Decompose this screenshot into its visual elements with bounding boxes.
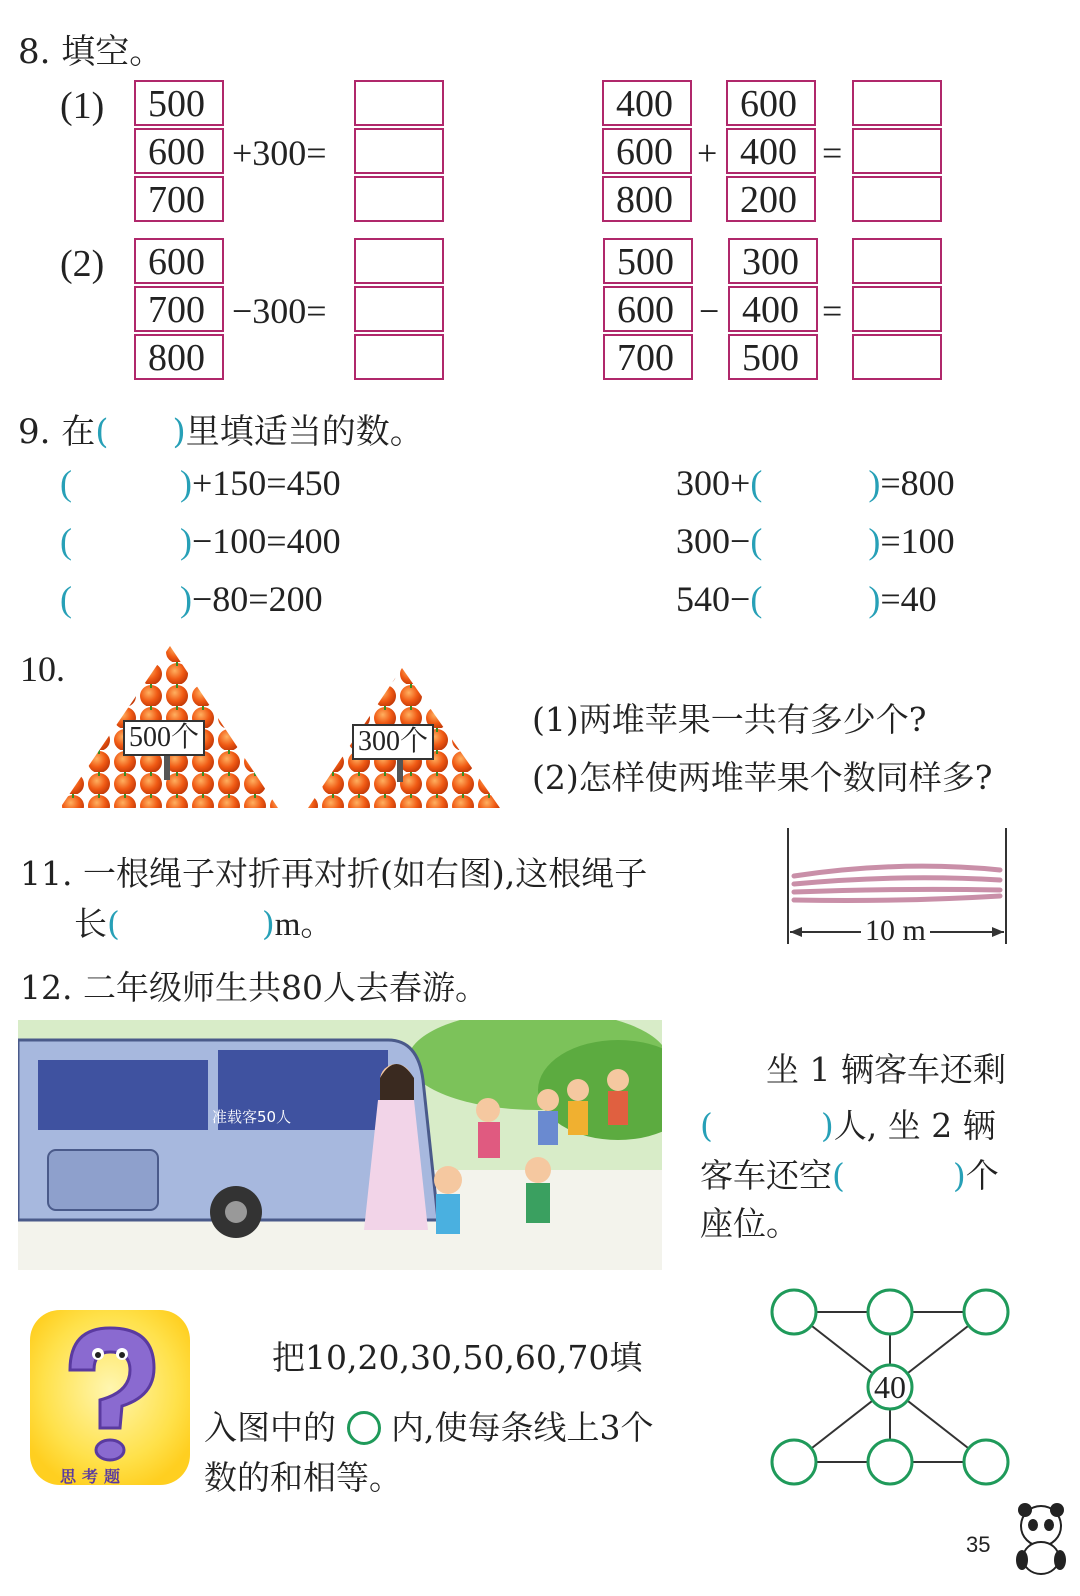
q8-p1-right-b-3: 200 [726,176,816,222]
q8-p2-left-answer-3[interactable] [354,334,444,380]
q9-title-suffix: 里填适当的数。 [185,412,424,452]
q9-left-1-open-paren: ( [60,463,72,503]
q9-right-2-post: =100 [880,521,955,561]
diagram-circle-top-middle[interactable] [868,1290,912,1334]
q8-p2-right-a-1: 500 [603,238,693,284]
q9-title-prefix: 9. 在 [18,412,96,452]
panda-icon [1008,1500,1074,1580]
q12-text-line-2-suffix: 人, 坐 2 辆 [833,1106,996,1145]
q9-right-3-post: =40 [880,579,937,619]
q9-left-3-close-paren: ) [180,579,192,619]
q8-p2-right-b-2: 400 [728,286,818,332]
q8-p1-left-cell-3: 700 [134,176,224,222]
q9-right-2-pre: 300− [676,521,751,561]
thinking-question-badge: 思考题 [60,1467,127,1486]
q8-p2-left-answer-1[interactable] [354,238,444,284]
q10-question-1: (1)两堆苹果一共有多少个? [532,700,927,739]
q11-line-1: 11. 一根绳子对折再对折(如右图),这根绳子 [20,854,648,893]
q10-question-2: (2)怎样使两堆苹果个数同样多? [532,758,993,797]
q8-p1-left-answer-2[interactable] [354,128,444,174]
think-line-2 [204,1402,654,1449]
diagram-center-value: 40 [874,1369,906,1405]
q9-title [18,404,424,453]
q8-p1-right-a-3: 800 [602,176,692,222]
q9-left-row-2 [60,520,341,562]
q9-title-close-paren: ) [172,412,186,452]
diagram-circle-bottom-middle[interactable] [868,1440,912,1484]
rope-length-label: 10 m [861,914,930,948]
q8-p2-left-cell-1: 600 [134,238,224,284]
q8-p2-left-operator: −300= [232,291,327,331]
q9-left-row-1 [60,462,341,504]
q12-text-line-2 [700,1100,996,1147]
q8-p1-right-a-1: 400 [602,80,692,126]
diagram-circle-bottom-left[interactable] [772,1440,816,1484]
think-line-3: 数的和相等。 [204,1458,402,1497]
q8-p2-right-b-3: 500 [728,334,818,380]
apple-pile-large-label: 500个 [123,720,205,756]
rope-icon [794,866,1000,900]
q9-left-2-close-paren: ) [180,521,192,561]
q9-left-3-expr: −80=200 [192,579,323,619]
q8-p2-left-answer-2[interactable] [354,286,444,332]
q12-blank1-open-paren: ( [700,1106,713,1145]
q12-blank2-open-paren: ( [832,1156,845,1195]
q9-right-1-open-paren: ( [750,463,763,503]
q8-p1-left-answer-1[interactable] [354,80,444,126]
apple-pile-small-label: 300个 [352,724,434,760]
q9-right-3-pre: 540− [676,579,751,619]
number-circle-diagram [760,1284,1020,1494]
q8-part2-label: (2) [60,243,105,285]
q9-right-1-pre: 300+ [676,463,751,503]
think-line-1: 把10,20,30,50,60,70填 [272,1338,643,1377]
q12-blank1-close-paren: ) [820,1106,834,1145]
q11-line-2-suffix: m。 [274,907,334,943]
q8-p2-left-cell-3: 800 [134,334,224,380]
q12-text-line-3-prefix: 客车还空 [700,1156,832,1195]
page-number: 35 [966,1532,991,1557]
q8-p2-right-a-3: 700 [603,334,693,380]
think-line-2-suffix: 内,使每条线上3个 [391,1408,654,1447]
q12-text-line-3-suffix: 个 [965,1156,999,1195]
q8-p2-right-answer-1[interactable] [852,238,942,284]
q8-p2-right-b-1: 300 [728,238,818,284]
q11-line-2 [74,898,333,945]
q12-title: 12. 二年级师生共80人去春游。 [20,968,488,1007]
thinking-question-mascot-icon [30,1310,190,1485]
q9-left-1-expr: +150=450 [192,463,341,503]
q11-open-paren: ( [107,904,120,943]
q8-part1-label: (1) [60,85,105,127]
q9-left-3-open-paren: ( [60,579,72,619]
q9-left-2-open-paren: ( [60,521,72,561]
q9-right-row-3 [676,578,937,620]
diagram-circle-bottom-right[interactable] [964,1440,1008,1484]
q8-p2-right-operator: − [699,291,720,331]
q11-close-paren: ) [261,904,275,943]
q10-number: 10. [20,649,65,689]
q8-p1-right-equals: = [822,133,843,173]
q8-p1-right-answer-1[interactable] [852,80,942,126]
q9-left-1-close-paren: ) [180,463,192,503]
q8-p2-right-equals: = [822,291,843,331]
q8-p1-right-b-2: 400 [726,128,816,174]
q8-p2-left-cell-2: 700 [134,286,224,332]
circle-icon [347,1411,381,1445]
q8-p1-right-answer-3[interactable] [852,176,942,222]
q8-p1-right-b-1: 600 [726,80,816,126]
q8-title: 8. 填空。 [18,32,164,72]
q8-p1-left-answer-3[interactable] [354,176,444,222]
q12-blank2-close-paren: ) [952,1156,966,1195]
q9-title-open-paren: ( [95,412,109,452]
q8-p1-right-operator: + [697,133,718,173]
q9-right-row-1 [676,462,955,504]
q9-right-1-post: =800 [880,463,955,503]
q9-right-2-open-paren: ( [750,521,763,561]
q8-p1-left-cell-1: 500 [134,80,224,126]
q8-p2-right-answer-2[interactable] [852,286,942,332]
q9-right-1-close-paren: ) [868,463,881,503]
q11-line-2-prefix: 长 [74,904,107,943]
q9-right-row-2 [676,520,955,562]
q9-left-2-expr: −100=400 [192,521,341,561]
q9-right-3-close-paren: ) [868,579,881,619]
q8-p1-left-operator: +300= [232,133,327,173]
q8-p2-right-a-2: 600 [603,286,693,332]
q8-p2-right-answer-3[interactable] [852,334,942,380]
q9-right-3-open-paren: ( [750,579,763,619]
q9-left-row-3 [60,578,323,620]
q12-text-line-4: 座位。 [700,1204,799,1243]
diagram-circle-top-right[interactable] [964,1290,1008,1334]
diagram-circle-top-left[interactable] [772,1290,816,1334]
bus-capacity-sign: 准载客50人 [212,1108,292,1126]
q8-p1-right-answer-2[interactable] [852,128,942,174]
q12-text-line-1: 坐 1 辆客车还剩 [766,1050,1006,1089]
q9-right-2-close-paren: ) [868,521,881,561]
bus-scene-illustration [18,1020,662,1270]
think-line-2-prefix: 入图中的 [204,1408,336,1447]
q8-p1-left-cell-2: 600 [134,128,224,174]
q8-p1-right-a-2: 600 [602,128,692,174]
q12-text-line-3 [700,1150,999,1197]
